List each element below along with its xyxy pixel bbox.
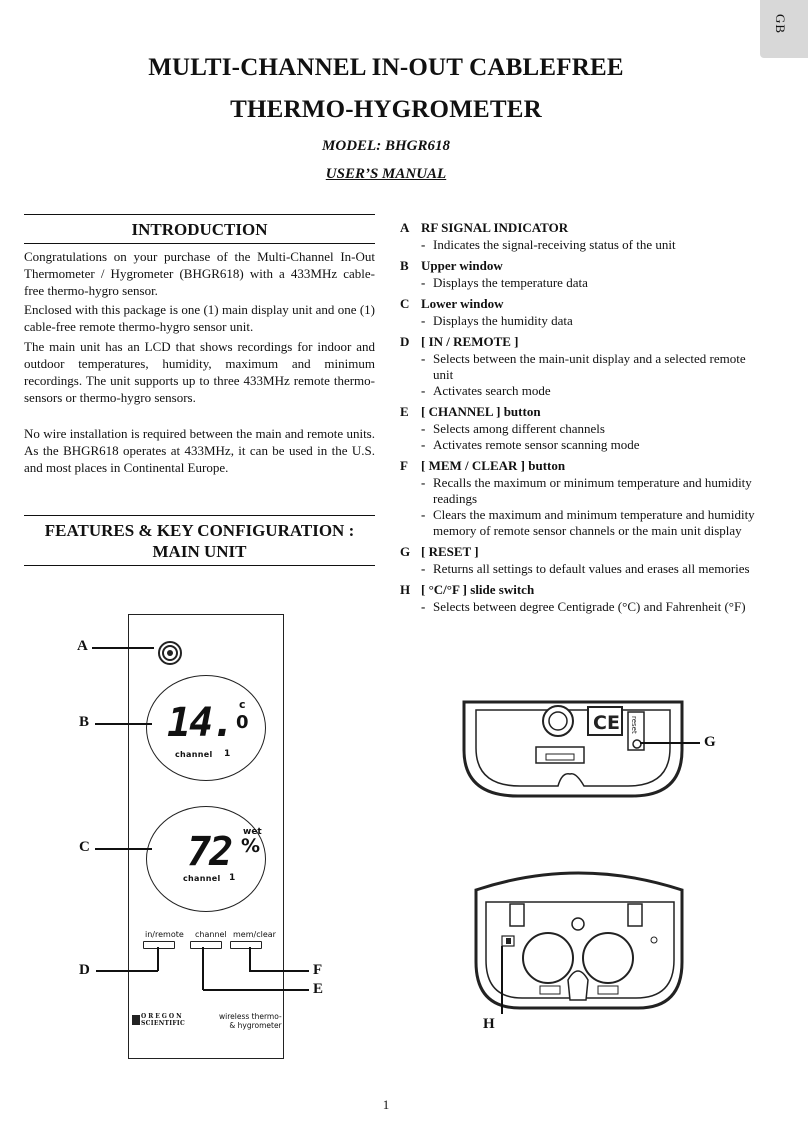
key-item	[400, 333, 760, 399]
key-item-title: [ RESET ]	[421, 544, 479, 559]
brand-line1: OREGON	[141, 1013, 184, 1020]
callout-f-line-v	[249, 947, 251, 971]
features-rule-top	[24, 515, 375, 516]
key-item-bullet	[400, 351, 760, 383]
humidity-unit-top: wet	[243, 827, 262, 837]
product-name	[219, 1012, 282, 1030]
page-number: 1	[382, 1097, 390, 1112]
callout-h-line	[501, 946, 503, 1014]
lower-window	[146, 806, 266, 912]
key-item-header	[400, 457, 760, 475]
upper-window	[146, 675, 266, 781]
language-tab	[760, 0, 808, 58]
key-item-bullet	[400, 507, 760, 539]
bullet-dash: -	[421, 275, 426, 290]
bullet-dash: -	[421, 351, 426, 366]
reset-label: reset	[630, 716, 638, 734]
intro-paragraph-2: Enclosed with this package is one (1) main display unit and one (1) cable-free remote thermo-hygro sensor unit.	[24, 302, 375, 334]
lower-channel-label: channel	[183, 874, 221, 883]
bullet-dash: -	[421, 561, 426, 576]
rf-signal-icon	[157, 640, 183, 666]
key-item-title: [ °C/°F ] slide switch	[421, 582, 535, 597]
key-item-bullet	[400, 475, 760, 507]
bullet-text: Activates remote sensor scanning mode	[433, 437, 640, 452]
key-item-letter: A	[400, 220, 410, 235]
bullet-text: Indicates the signal-receiving status of the unit	[433, 237, 676, 252]
key-item-bullet	[400, 561, 760, 577]
language-tab-label: GB	[773, 13, 789, 35]
bullet-dash: -	[421, 475, 426, 490]
temperature-unit: c	[239, 698, 246, 711]
key-item-letter: H	[400, 582, 411, 597]
key-item	[400, 295, 760, 329]
features-rule-bottom	[24, 565, 375, 566]
upper-channel-number: 1	[224, 749, 231, 759]
callout-g: G	[704, 734, 716, 750]
intro-heading: INTRODUCTION	[131, 220, 268, 239]
temperature-value: 14.	[167, 700, 234, 746]
bullet-text: Selects between the main-unit display and a selected remote unit	[433, 351, 746, 382]
key-item-bullet	[400, 599, 760, 615]
key-item	[400, 219, 760, 253]
back-panel-top-illustration	[460, 690, 690, 805]
key-item-title: Upper window	[421, 258, 503, 273]
bullet-dash: -	[421, 421, 426, 436]
callout-f-line	[249, 970, 309, 972]
key-item-letter: G	[400, 544, 411, 559]
bullet-dash: -	[421, 437, 426, 452]
key-item-title: [ MEM / CLEAR ] button	[421, 458, 566, 473]
bullet-dash: -	[421, 383, 426, 398]
humidity-unit: %	[241, 835, 261, 857]
lower-channel-number: 1	[229, 873, 236, 883]
callout-g-line	[640, 742, 700, 744]
bullet-text: Displays the temperature data	[433, 275, 588, 290]
key-item-header	[400, 333, 760, 351]
intro-paragraph-1: Congratulations on your purchase of the Multi-Channel In-Out Thermometer / Hygrometer (BHGR618) with a 433MHz cable-free thermo-hygro sensor.	[24, 249, 375, 298]
key-list	[400, 219, 760, 619]
key-item-letter: F	[400, 458, 408, 473]
bullet-text: Clears the maximum and minimum temperature and humidity memory of remote sensor channels or the main unit display	[433, 507, 755, 538]
key-item-letter: D	[400, 334, 410, 349]
key-item	[400, 403, 760, 453]
key-item-header	[400, 295, 760, 313]
callout-e: E	[313, 981, 324, 997]
callout-b-line	[95, 723, 152, 725]
key-item-bullet	[400, 437, 760, 453]
bullet-dash: -	[421, 237, 426, 252]
temperature-decimal: 0	[236, 712, 249, 733]
main-unit-illustration	[128, 614, 284, 1059]
key-item-bullet	[400, 237, 760, 253]
callout-e-line-v	[202, 947, 204, 990]
key-item-header	[400, 219, 760, 237]
intro-paragraph-3: The main unit has an LCD that shows recordings for indoor and outdoor temperatures, humidity, maximum and minimum recordings. The unit supports up to three 433MHz remote thermo-sensors or thermo-hygro sensors.	[24, 339, 375, 405]
in-remote-button	[143, 941, 175, 949]
bullet-text: Returns all settings to default values and erases all memories	[433, 561, 750, 576]
callout-h: H	[483, 1016, 495, 1032]
key-item-letter: B	[400, 258, 409, 273]
key-item	[400, 581, 760, 615]
channel-button	[190, 941, 222, 949]
bullet-dash: -	[421, 507, 426, 522]
key-item-header	[400, 403, 760, 421]
callout-a-line	[92, 647, 154, 649]
oregon-logo-icon	[132, 1015, 140, 1025]
bullet-text: Recalls the maximum or minimum temperature and humidity readings	[433, 475, 752, 506]
bullet-text: Selects among different channels	[433, 421, 605, 436]
intro-paragraph-4: No wire installation is required between the main and remote units. As the BHGR618 operates at 433MHz, it can be used in the U.S. and most places in Continental Europe.	[24, 426, 375, 475]
mem-clear-button	[230, 941, 262, 949]
brand-name	[141, 1013, 185, 1027]
key-item-header	[400, 543, 760, 561]
callout-c-line	[95, 848, 152, 850]
title-line2: THERMO-HYGROMETER	[230, 96, 542, 123]
features-heading-line1: FEATURES & KEY CONFIGURATION :	[44, 521, 355, 540]
key-item-letter: E	[400, 404, 409, 419]
key-item-title: RF SIGNAL INDICATOR	[421, 220, 569, 235]
product-line2: & hygrometer	[229, 1021, 282, 1030]
bullet-text: Displays the humidity data	[433, 313, 573, 328]
callout-d-line	[96, 970, 158, 972]
bullet-dash: -	[421, 599, 426, 614]
intro-rule-top	[24, 214, 375, 215]
key-item-letter: C	[400, 296, 410, 311]
svg-text:CE: CE	[593, 712, 620, 734]
key-item-bullet	[400, 313, 760, 329]
callout-e-line	[203, 989, 309, 991]
key-item-bullet	[400, 383, 760, 399]
callout-b: B	[79, 714, 90, 730]
title-line1: MULTI-CHANNEL IN-OUT CABLEFREE	[148, 54, 624, 81]
key-item-bullet	[400, 421, 760, 437]
product-line1: wireless thermo-	[219, 1012, 282, 1021]
brand-line2: SCIENTIFIC	[141, 1020, 186, 1027]
key-item	[400, 257, 760, 291]
key-item	[400, 457, 760, 539]
key-item-header	[400, 257, 760, 275]
key-item	[400, 543, 760, 577]
callout-c: C	[79, 839, 90, 855]
manual-label: USER’S MANUAL	[325, 166, 447, 182]
bullet-text: Activates search mode	[433, 383, 551, 398]
callout-d: D	[79, 962, 90, 978]
bullet-dash: -	[421, 313, 426, 328]
humidity-value: 72	[187, 829, 232, 875]
callout-d-line-v	[157, 947, 159, 971]
callout-f: F	[313, 962, 323, 978]
key-item-title: Lower window	[421, 296, 504, 311]
bullet-text: Selects between degree Centigrade (°C) and Fahrenheit (°F)	[433, 599, 746, 614]
channel-label: channel	[195, 930, 227, 939]
key-item-title: [ IN / REMOTE ]	[421, 334, 519, 349]
key-item-header	[400, 581, 760, 599]
model-label: MODEL: BHGR618	[322, 138, 450, 154]
callout-a: A	[77, 638, 88, 654]
upper-channel-label: channel	[175, 750, 213, 759]
features-heading-line2: MAIN UNIT	[152, 542, 247, 561]
key-item-bullet	[400, 275, 760, 291]
in-remote-label: in/remote	[145, 930, 184, 939]
intro-rule-bottom	[24, 243, 375, 244]
key-item-title: [ CHANNEL ] button	[421, 404, 541, 419]
mem-clear-label: mem/clear	[233, 930, 276, 939]
